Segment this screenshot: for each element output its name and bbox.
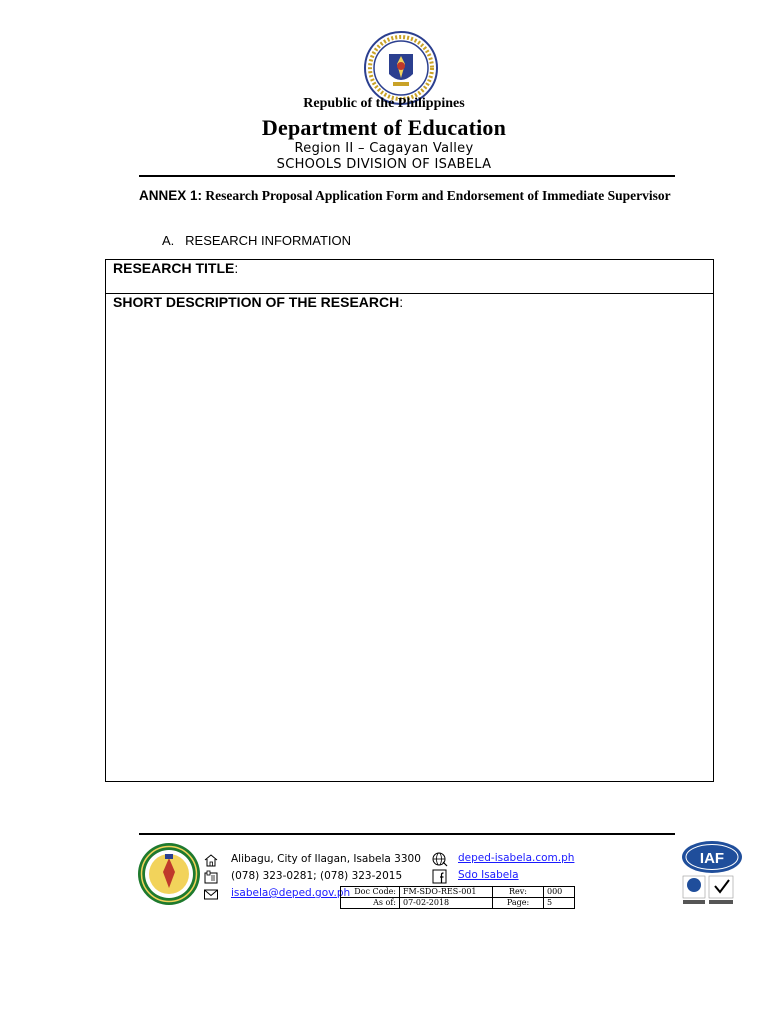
research-description-row[interactable] <box>106 294 713 781</box>
footer-address: Alibagu, City of Ilagan, Isabela 3300 <box>231 853 421 865</box>
page-label: Page: <box>493 898 544 909</box>
research-description-label: SHORT DESCRIPTION OF THE RESEARCH: <box>113 294 404 310</box>
section-title: RESEARCH INFORMATION <box>185 233 352 248</box>
svg-text:IAF: IAF <box>699 850 725 867</box>
header-divider <box>139 175 675 177</box>
department-heading: Department of Education <box>261 115 507 140</box>
section-marker: A. <box>162 233 175 248</box>
page-value: 5 <box>544 898 575 909</box>
doc-control-table <box>340 886 575 909</box>
division-heading: SCHOOLS DIVISION OF ISABELA <box>276 157 492 172</box>
footer-divider <box>139 833 675 835</box>
as-of-value: 07-02-2018 <box>400 898 493 909</box>
footer-facebook-link[interactable]: Sdo Isabela <box>458 869 519 881</box>
republic-heading: Republic of the Philippines <box>303 96 465 111</box>
annex-label: ANNEX 1: <box>139 188 203 203</box>
footer-phone: (078) 323-0281; (078) 323-2015 <box>231 870 403 882</box>
annex-text: Research Proposal Application Form and Endorsement of Immediate Supervisor <box>205 188 671 203</box>
doc-code-value: FM-SDO-RES-001 <box>400 887 493 898</box>
as-of-label: As of: <box>341 898 400 909</box>
research-title-label: RESEARCH TITLE: <box>113 260 239 276</box>
doc-control-row <box>341 887 575 898</box>
footer-email-link[interactable]: isabela@deped.gov.ph <box>231 887 351 899</box>
division-logo-icon <box>137 842 201 906</box>
globe-icon <box>432 852 448 867</box>
annex-title <box>139 187 679 205</box>
section-heading <box>162 233 351 248</box>
research-info-table <box>105 259 714 782</box>
region-heading: Region II – Cagayan Valley <box>294 141 474 156</box>
iaf-certification-icon <box>681 840 743 912</box>
doc-control-row <box>341 898 575 909</box>
facebook-icon <box>432 869 448 884</box>
research-title-row[interactable] <box>106 260 713 294</box>
home-icon <box>203 853 219 868</box>
mail-icon <box>203 887 219 902</box>
rev-value: 000 <box>544 887 575 898</box>
rev-label: Rev: <box>493 887 544 898</box>
deped-seal-icon <box>359 30 443 106</box>
footer-website-link[interactable]: deped-isabela.com.ph <box>458 852 575 864</box>
phone-icon <box>203 870 219 885</box>
doc-code-label: Doc Code: <box>341 887 400 898</box>
